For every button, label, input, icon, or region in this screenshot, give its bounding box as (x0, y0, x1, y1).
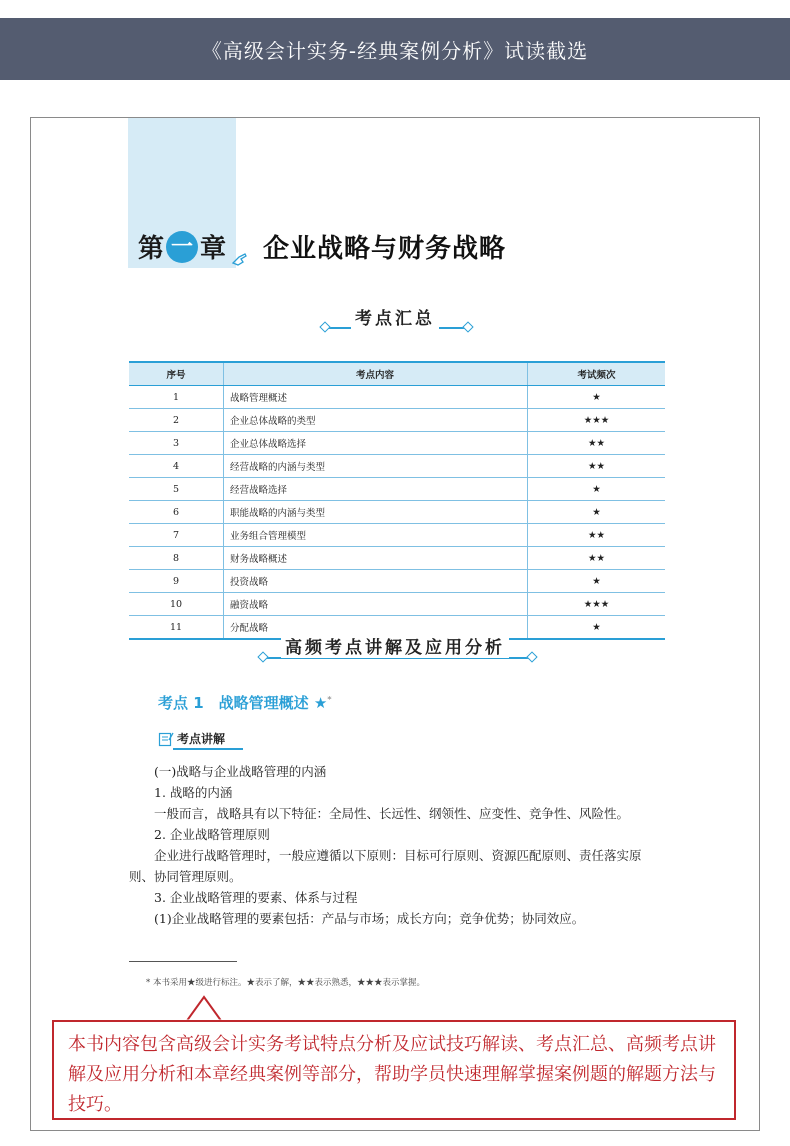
row-frequency: ★ (528, 501, 666, 524)
book-page (30, 117, 760, 1131)
paragraph: (1)企业战略管理的要素包括：产品与市场；成长方向；竞争优势；协同效应。 (154, 911, 585, 926)
body-text (129, 761, 665, 929)
paragraph: (一)战略与企业战略管理的内涵 (154, 764, 327, 779)
analysis-heading (251, 633, 539, 658)
row-topic: 战略管理概述 (224, 386, 528, 409)
chapter-label (138, 228, 226, 265)
paragraph: 3. 企业战略管理的要素、体系与过程 (154, 890, 358, 905)
table-row (129, 432, 665, 455)
row-number: 10 (129, 593, 224, 616)
footnote-mark: * (327, 695, 332, 704)
row-topic: 职能战略的内涵与类型 (224, 501, 528, 524)
paragraph: 1. 战略的内涵 (154, 785, 233, 800)
table-row (129, 478, 665, 501)
summary-heading-text: 考点汇总 (351, 309, 439, 329)
chapter-title: 企业战略与财务战略 (263, 234, 507, 264)
row-number: 3 (129, 432, 224, 455)
row-topic: 企业总体战略的类型 (224, 409, 528, 432)
table-row (129, 455, 665, 478)
footnote-rule (129, 961, 237, 962)
row-frequency: ★ (528, 386, 666, 409)
paragraph: 一般而言，战略具有以下特征：全局性、长远性、纲领性、应变性、竞争性、风险性。 (154, 806, 630, 821)
row-number: 7 (129, 524, 224, 547)
row-frequency: ★★★ (528, 593, 666, 616)
chapter-label-post: 章 (200, 234, 227, 264)
callout-box (52, 1020, 736, 1120)
top-banner (0, 18, 790, 80)
pointing-hand-icon (230, 248, 250, 268)
column-header: 考试频次 (528, 362, 666, 386)
column-header: 序号 (129, 362, 224, 386)
subhead-underline (173, 748, 243, 750)
row-topic: 分配战略 (224, 616, 528, 640)
table-row (129, 524, 665, 547)
callout-pointer (184, 995, 224, 1022)
table-header-row (129, 362, 665, 386)
row-frequency: ★★★ (528, 409, 666, 432)
row-number: 6 (129, 501, 224, 524)
table-row (129, 501, 665, 524)
explanation-subhead (158, 730, 225, 747)
row-frequency: ★★ (528, 547, 666, 570)
explanation-subhead-text: 考点讲解 (177, 732, 226, 746)
summary-table (129, 361, 665, 640)
column-header: 考点内容 (224, 362, 528, 386)
paragraph: 企业进行战略管理时，一般应遵循以下原则：目标可行原则、资源匹配原则、责任落实原则、协同管理原则。 (129, 848, 642, 884)
row-topic: 投资战略 (224, 570, 528, 593)
summary-heading (313, 304, 477, 329)
footnote: * 本书采用★级进行标注。★表示了解，★★表示熟悉，★★★表示掌握。 (146, 978, 425, 988)
row-number: 5 (129, 478, 224, 501)
chapter-number: 一 (166, 231, 198, 263)
paragraph: 2. 企业战略管理原则 (154, 827, 270, 842)
analysis-heading-text: 高频考点讲解及应用分析 (281, 638, 509, 658)
row-number: 11 (129, 616, 224, 640)
table-row (129, 593, 665, 616)
table-row (129, 547, 665, 570)
row-frequency: ★★ (528, 455, 666, 478)
row-number: 1 (129, 386, 224, 409)
notepad-icon (158, 731, 174, 747)
row-number: 2 (129, 409, 224, 432)
chapter-label-pre: 第 (138, 234, 165, 264)
row-topic: 财务战略概述 (224, 547, 528, 570)
table-row (129, 409, 665, 432)
row-number: 4 (129, 455, 224, 478)
row-frequency: ★ (528, 478, 666, 501)
row-frequency: ★★ (528, 432, 666, 455)
row-topic: 经营战略选择 (224, 478, 528, 501)
row-topic: 经营战略的内涵与类型 (224, 455, 528, 478)
point-1-title-text: 考点 1 战略管理概述 ★ (158, 694, 328, 712)
banner-title: 《高级会计实务-经典案例分析》试读截选 (201, 38, 589, 63)
table-row (129, 570, 665, 593)
table-row (129, 386, 665, 409)
row-number: 9 (129, 570, 224, 593)
row-topic: 融资战略 (224, 593, 528, 616)
callout-text: 本书内容包含高级会计实务考试特点分析及应试技巧解读、考点汇总、高频考点讲解及应用分析和本章经典案例等部分，帮助学员快速理解掌握案例题的解题方法与技巧。 (68, 1034, 716, 1115)
row-frequency: ★ (528, 570, 666, 593)
row-topic: 业务组合管理模型 (224, 524, 528, 547)
row-topic: 企业总体战略选择 (224, 432, 528, 455)
row-number: 8 (129, 547, 224, 570)
point-1-title (158, 692, 332, 713)
row-frequency: ★★ (528, 524, 666, 547)
row-frequency: ★ (528, 616, 666, 640)
